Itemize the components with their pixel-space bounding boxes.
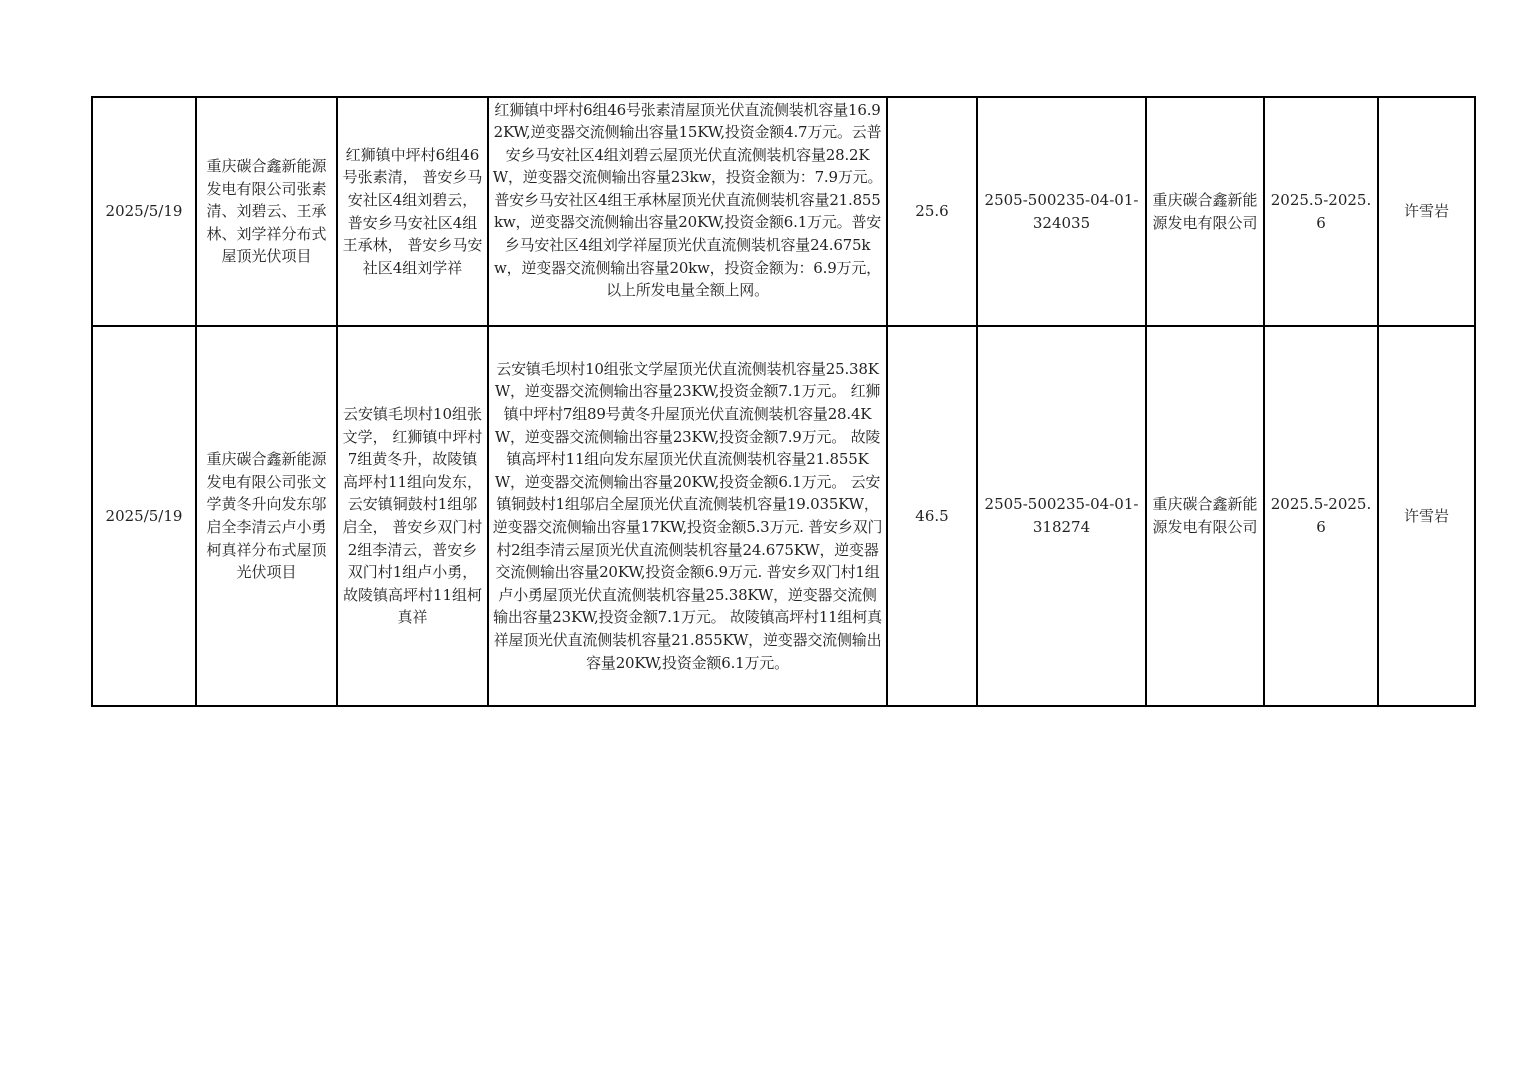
period-cell: 2025.5-2025.6 [1264,326,1378,706]
location-cell: 红狮镇中坪村6组46号张素清， 普安乡马安社区4组刘碧云， 普安乡马安社区4组王承林， 普安乡马安社区4组刘学祥 [337,97,488,326]
person-cell: 许雪岩 [1378,97,1475,326]
date-cell: 2025/5/19 [92,97,196,326]
record-table [91,96,1476,707]
period-cell: 2025.5-2025.6 [1264,97,1378,326]
investment-amount-cell: 46.5 [887,326,977,706]
project-name-cell: 重庆碳合鑫新能源发电有限公司张素清、刘碧云、王承林、刘学祥分布式屋顶光伏项目 [196,97,337,326]
table-row [92,326,1475,706]
table-row [92,97,1475,326]
project-details-cell: 云安镇毛坝村10组张文学屋顶光伏直流侧装机容量25.38KW，逆变器交流侧输出容量23KW,投资金额7.1万元。 红狮镇中坪村7组89号黄冬升屋顶光伏直流侧装机容量28.4KW，逆变器交流侧输出容量23KW,投资金额7.9万元。 故陵镇高坪村11组向发东屋顶光伏直流侧装机容量21.855KW，逆变器交流侧输出容量20KW,投资金额6.1万元。 云安镇铜鼓村1组邬启全屋顶光伏直流侧装机容量19.035KW，逆变器交流侧输出容量17KW,投资金额5.3万元. 普安乡双门村2组李清云屋顶光伏直流侧装机容量24.675KW，逆变器交流侧输出容量20KW,投资金额6.9万元. 普安乡双门村1组卢小勇屋顶光伏直流侧装机容量25.38KW，逆变器交流侧输出容量23KW,投资金额7.1万元。 故陵镇高坪村11组柯真祥屋顶光伏直流侧装机容量21.855KW，逆变器交流侧输出容量20KW,投资金额6.1万元。 [488,326,887,706]
project-code-cell: 2505-500235-04-01-318274 [977,326,1146,706]
project-details-text: 红狮镇中坪村6组46号张素清屋顶光伏直流侧装机容量16.92KW,逆变器交流侧输出容量15KW,投资金额4.7万元。云普安乡马安社区4组刘碧云屋顶光伏直流侧装机容量28.2KW，逆变器交流侧输出容量23kw，投资金额为：7.9万元。普安乡马安社区4组王承林屋顶光伏直流侧装机容量21.855kw，逆变器交流侧输出容量20KW,投资金额6.1万元。普安乡马安社区4组刘学祥屋顶光伏直流侧装机容量24.675kw，逆变器交流侧输出容量20kw，投资金额为：6.9万元，以上所发电量全额上网。 [492,100,883,300]
project-name-cell: 重庆碳合鑫新能源发电有限公司张文学黄冬升向发东邬启全李清云卢小勇柯真祥分布式屋顶光伏项目 [196,326,337,706]
project-code-cell: 2505-500235-04-01-324035 [977,97,1146,326]
location-cell: 云安镇毛坝村10组张文学， 红狮镇中坪村7组黄冬升，故陵镇高坪村11组向发东， 云安镇铜鼓村1组邬启全， 普安乡双门村2组李清云，普安乡双门村1组卢小勇，故陵镇高坪村11组柯真祥 [337,326,488,706]
company-cell: 重庆碳合鑫新能源发电有限公司 [1146,97,1264,326]
investment-amount-cell: 25.6 [887,97,977,326]
date-cell: 2025/5/19 [92,326,196,706]
project-details-cell [488,97,887,326]
company-cell: 重庆碳合鑫新能源发电有限公司 [1146,326,1264,706]
person-cell: 许雪岩 [1378,326,1475,706]
